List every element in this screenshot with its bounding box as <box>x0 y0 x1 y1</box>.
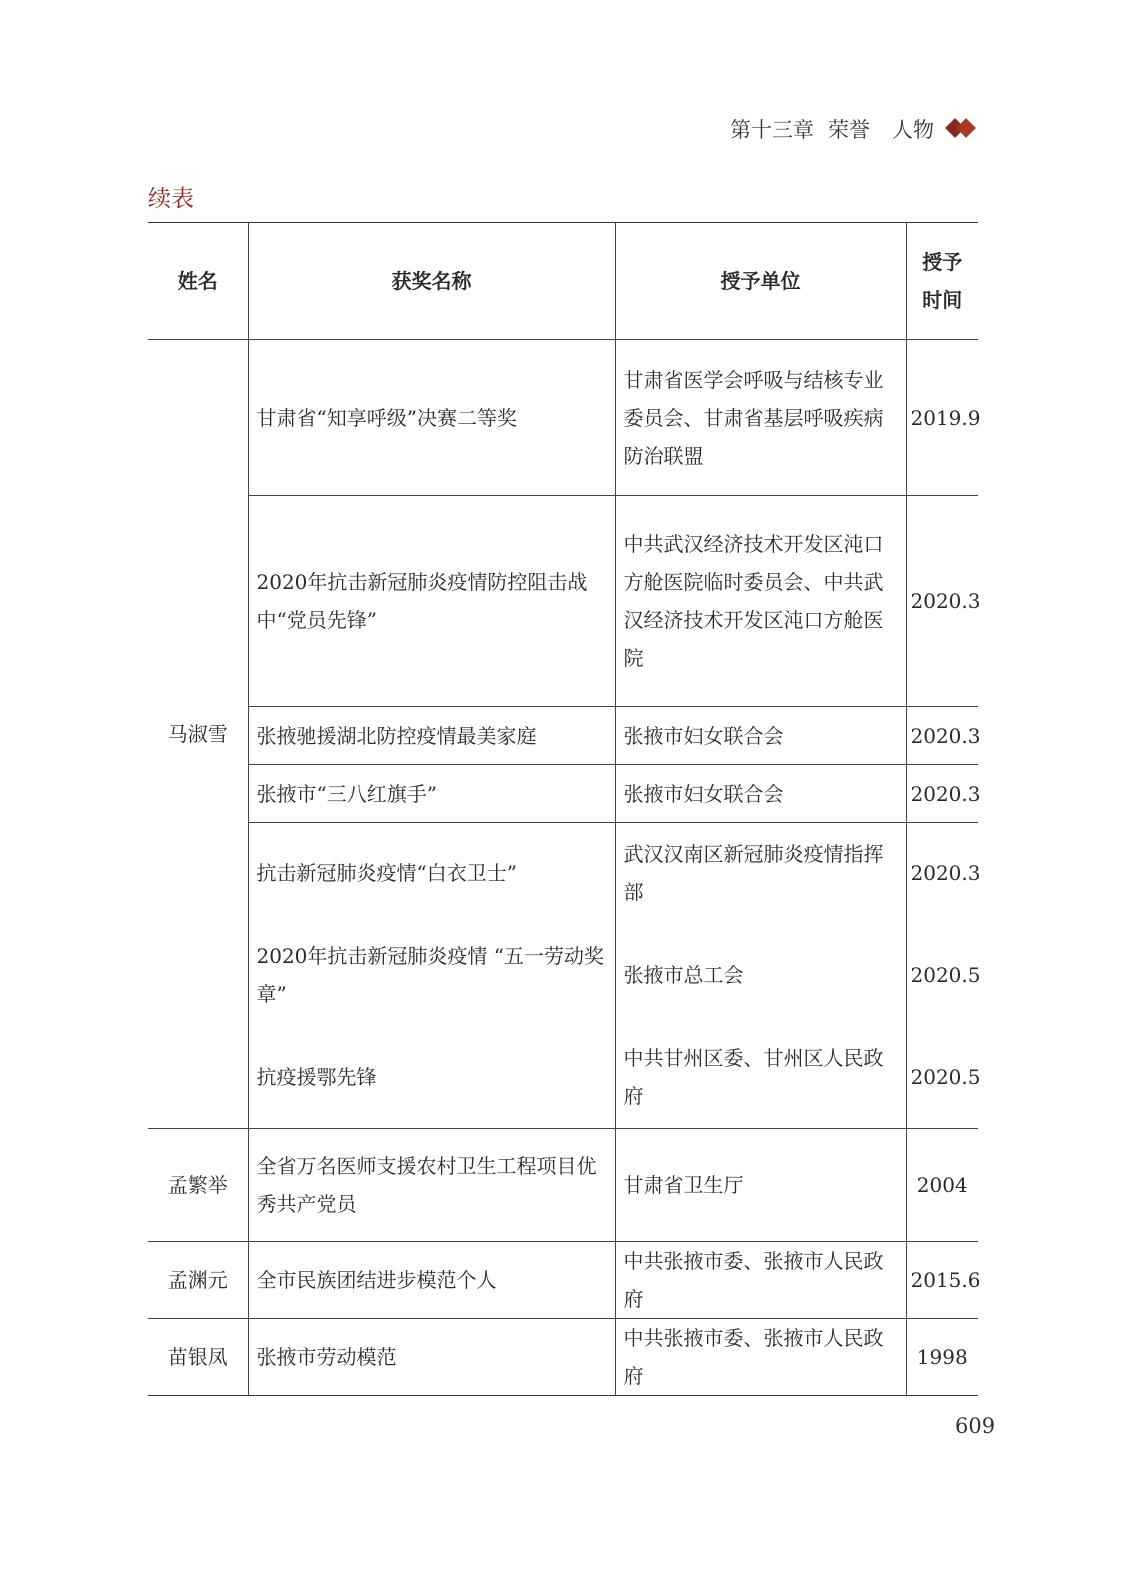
granting-org: 甘肃省卫生厅 <box>615 1129 906 1242</box>
page-number: 609 <box>955 1414 996 1438</box>
award-name: 全省万名医师支援农村卫生工程项目优秀共产党员 <box>248 1129 615 1242</box>
grant-date: 2019.9 <box>906 340 978 496</box>
grant-date: 2020.3 <box>906 496 978 707</box>
granting-org: 中共甘州区委、甘州区人民政府 <box>615 1026 906 1129</box>
table-row <box>148 1242 978 1319</box>
table-row <box>148 765 978 823</box>
granting-org: 张掖市妇女联合会 <box>615 707 906 765</box>
header-date-line2: 时间 <box>922 288 963 312</box>
person-name: 苗银凤 <box>148 1319 248 1396</box>
header-award: 获奖名称 <box>248 223 615 340</box>
grant-date: 2020.5 <box>906 923 978 1026</box>
header-org: 授予单位 <box>615 223 906 340</box>
table-row <box>148 1319 978 1396</box>
honors-table <box>148 222 981 1396</box>
table-row <box>148 823 978 924</box>
award-name: 2020年抗击新冠肺炎疫情防控阻击战中“党员先锋” <box>248 496 615 707</box>
granting-org: 中共张掖市委、张掖市人民政府 <box>615 1242 906 1319</box>
person-name: 孟繁举 <box>148 1129 248 1242</box>
running-header <box>730 114 978 144</box>
award-name: 甘肃省“知享呼级”决赛二等奖 <box>248 340 615 496</box>
award-name: 张掖市劳动模范 <box>248 1319 615 1396</box>
grant-date: 1998 <box>906 1319 978 1396</box>
table-row <box>148 707 978 765</box>
person-name: 马淑雪 <box>148 340 248 1129</box>
award-name: 张掖市“三八红旗手” <box>248 765 615 823</box>
grant-date: 2020.5 <box>906 1026 978 1129</box>
table-row <box>148 1129 978 1242</box>
grant-date: 2015.6 <box>906 1242 978 1319</box>
granting-org: 甘肃省医学会呼吸与结核专业委员会、甘肃省基层呼吸疾病防治联盟 <box>615 340 906 496</box>
granting-org: 张掖市总工会 <box>615 923 906 1026</box>
grant-date: 2020.3 <box>906 823 978 924</box>
granting-org: 武汉汉南区新冠肺炎疫情指挥部 <box>615 823 906 924</box>
continued-table-label: 续表 <box>148 186 194 212</box>
granting-org: 张掖市妇女联合会 <box>615 765 906 823</box>
table-row <box>148 496 978 707</box>
diamond-ornament-icon <box>944 118 978 140</box>
award-name: 张掖驰援湖北防控疫情最美家庭 <box>248 707 615 765</box>
table-row <box>148 340 978 496</box>
section-label-1: 荣誉 <box>828 118 870 142</box>
award-name: 抗击新冠肺炎疫情“白衣卫士” <box>248 823 615 924</box>
grant-date: 2020.3 <box>906 765 978 823</box>
granting-org: 中共张掖市委、张掖市人民政府 <box>615 1319 906 1396</box>
table-row <box>148 1026 978 1129</box>
chapter-label: 第十三章 <box>730 118 814 142</box>
award-name: 2020年抗击新冠肺炎疫情 “五一劳动奖章” <box>248 923 615 1026</box>
award-name: 全市民族团结进步模范个人 <box>248 1242 615 1319</box>
grant-date: 2004 <box>906 1129 978 1242</box>
section-label-2: 人物 <box>892 118 934 142</box>
granting-org: 中共武汉经济技术开发区沌口方舱医院临时委员会、中共武汉经济技术开发区沌口方舱医院 <box>615 496 906 707</box>
header-date-line1: 授予 <box>922 250 963 274</box>
award-name: 抗疫援鄂先锋 <box>248 1026 615 1129</box>
table-row <box>148 923 978 1026</box>
grant-date: 2020.3 <box>906 707 978 765</box>
header-date <box>906 223 978 340</box>
person-name: 孟渊元 <box>148 1242 248 1319</box>
header-name: 姓名 <box>148 223 248 340</box>
table-header-row <box>148 223 978 340</box>
